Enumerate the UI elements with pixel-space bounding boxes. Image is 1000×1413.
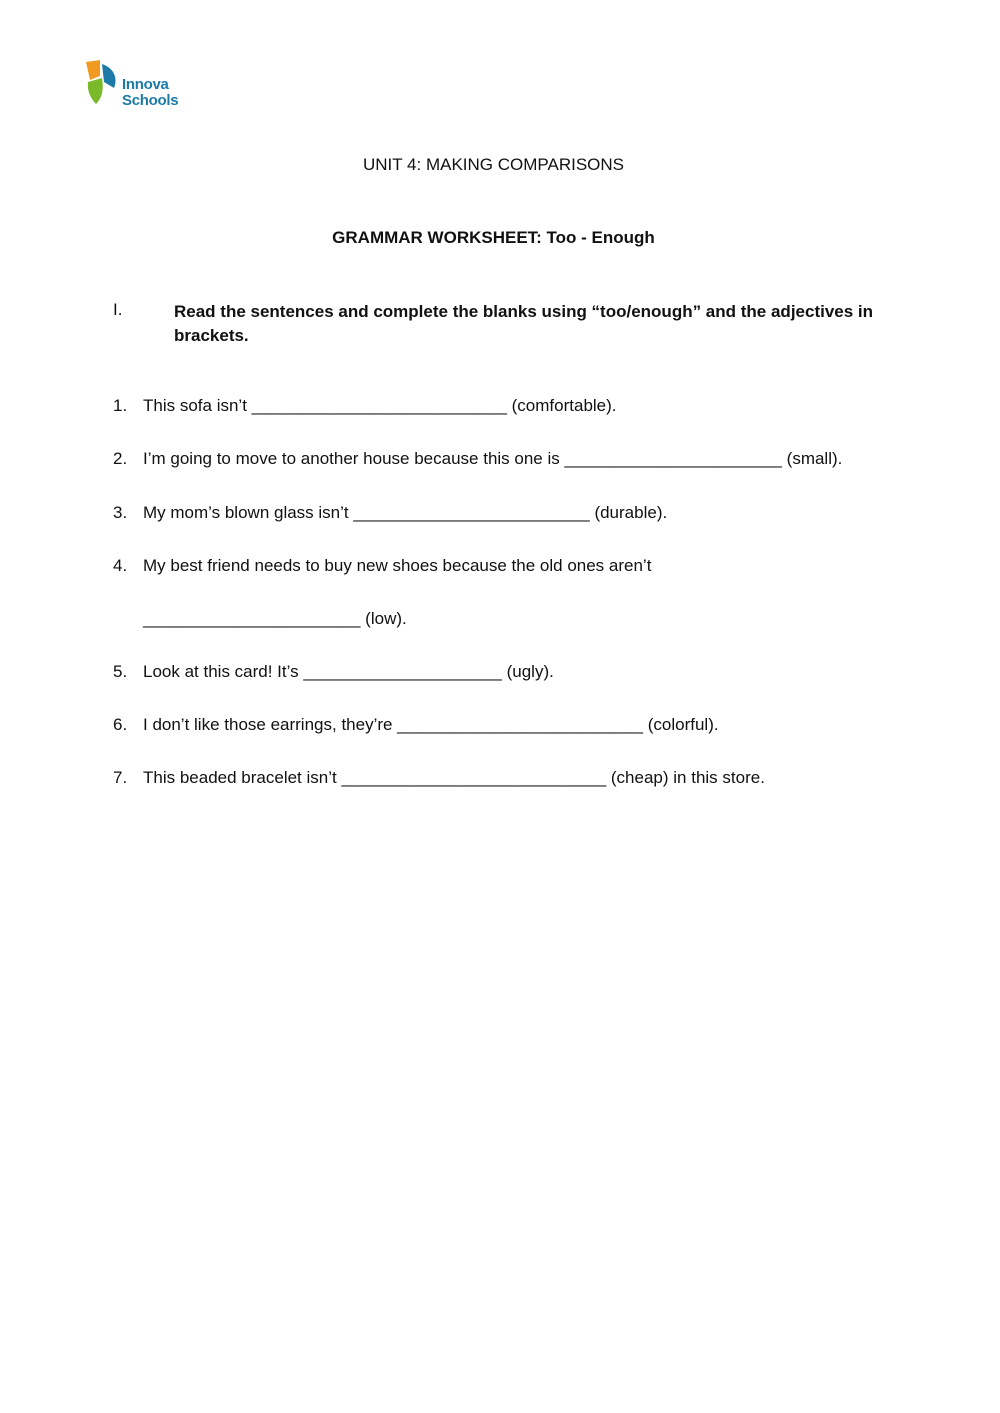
item-number: 3. (113, 503, 128, 522)
section-instruction: Read the sentences and complete the blanks using “too/enough” and the adjectives in brackets. (174, 302, 874, 345)
item-text: My mom’s blown glass isn’t _________________________ (durable). (143, 503, 668, 522)
item-text: This beaded bracelet isn’t ____________________________ (cheap) in this store. (143, 768, 765, 787)
item-text: This sofa isn’t ___________________________ (comfortable). (143, 396, 617, 415)
item-text: _______________________ (low). (143, 609, 407, 628)
item-number: 7. (113, 768, 128, 787)
item-number: 1. (113, 396, 128, 415)
item-number: 4. (113, 556, 128, 575)
unit-title: UNIT 4: MAKING COMPARISONS (362, 155, 625, 174)
innova-schools-logo (84, 58, 194, 108)
logo-text-innova: Innova (122, 76, 169, 93)
innova-logo-mark-icon (84, 58, 120, 108)
section-number: I. (113, 300, 123, 319)
item-text: I don’t like those earrings, they’re __________________________ (colorful). (143, 715, 719, 734)
worksheet-title: GRAMMAR WORKSHEET: Too - Enough (332, 228, 655, 247)
item-number: 2. (113, 449, 128, 468)
item-number: 6. (113, 715, 128, 734)
item-text: My best friend needs to buy new shoes because the old ones aren’t (143, 556, 652, 575)
logo-text-schools: Schools (122, 92, 179, 109)
item-text: Look at this card! It’s _____________________ (ugly). (143, 662, 554, 681)
item-text: I’m going to move to another house because this one is _______________________ (small). (143, 449, 843, 468)
item-number: 5. (113, 662, 128, 681)
